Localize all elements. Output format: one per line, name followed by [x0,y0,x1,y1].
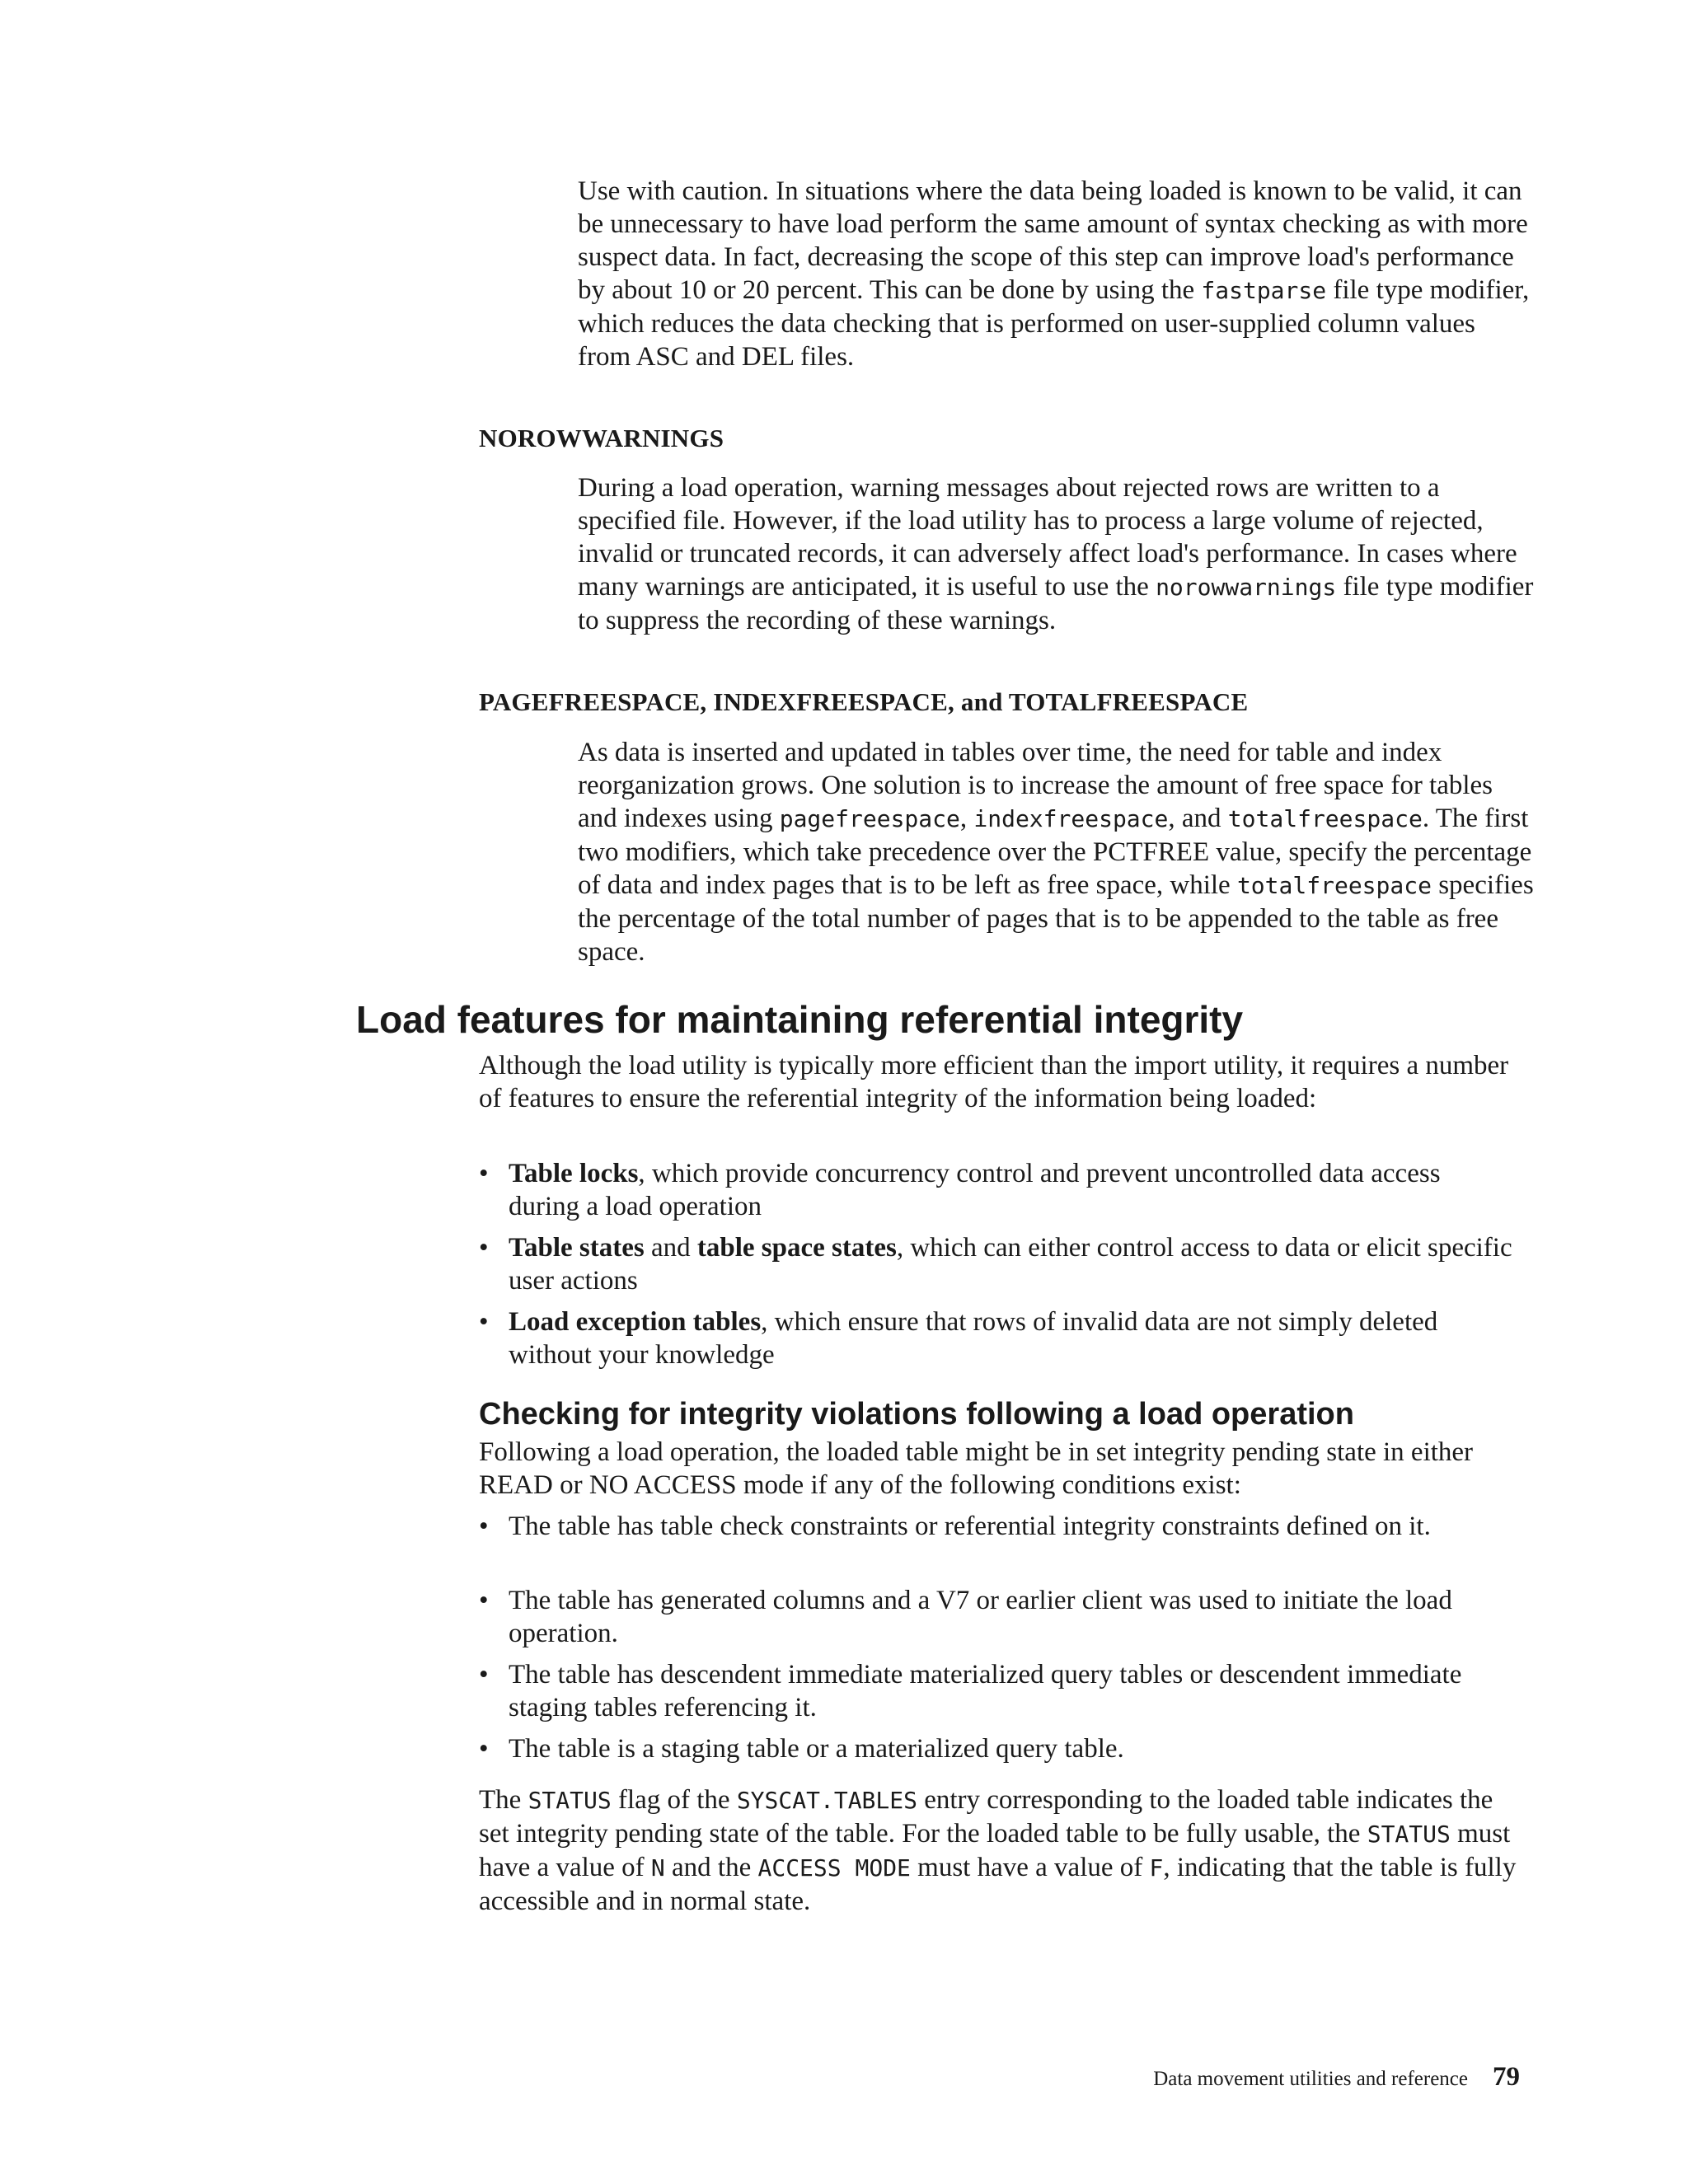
norowwarnings-paragraph: During a load operation, warning messages about rejected rows are written to a specified file. However, if the load utility has to process a large volume of rejected, invalid or truncated records, it can adversely affect load's performance. In cases where many warnings are anticipated, it is useful to use the norowwarnings file type modifier to suppress the recording of these warnings. [578,473,1534,635]
code-access-mode: ACCESS MODE [757,1854,911,1882]
bullet-icon: • [479,1307,489,1337]
term-freespace: PAGEFREESPACE, INDEXFREESPACE, and TOTALFREESPACE [479,687,1249,716]
page-number: 79 [1493,2062,1520,2092]
list-item: • Table locks, which provide concurrency control and prevent uncontrolled data access during a load operation [479,1159,1441,1221]
code-totalfreespace: totalfreespace [1227,805,1423,832]
section-heading-referential-integrity: Load features for maintaining referential integrity [356,998,1244,1041]
bullet-icon: • [479,1511,489,1541]
list-item: • The table is a staging table or a materialized query table. [479,1734,1124,1764]
code-n: N [650,1854,665,1882]
status-paragraph: The STATUS flag of the SYSCAT.TABLES entry corresponding to the loaded table indicates the set integrity pending state of the table. For the loaded table to be fully usable, the STATUS must have a value of N and the ACCESS MODE must have a value of F, indicating that the table is fully accessible and in normal state. [479,1785,1517,1916]
code-status: STATUS [528,1787,612,1814]
term-norowwarnings: NOROWWARNINGS [479,424,724,452]
list-item: • The table has table check constraints or referential integrity constraints defined on it. [479,1511,1431,1541]
code-indexfreespace: indexfreespace [973,805,1169,832]
footer-title: Data movement utilities and reference [1153,2068,1468,2090]
code-f: F [1149,1854,1164,1882]
bullet-icon: • [479,1734,489,1764]
code-totalfreespace-2: totalfreespace [1236,872,1432,899]
checking-intro: Following a load operation, the loaded table might be in set integrity pending state in either READ or NO ACCESS mode if any of the following conditions exist: [479,1437,1474,1500]
bullet-icon: • [479,1159,489,1188]
code-norowwarnings: norowwarnings [1156,574,1337,601]
caution-paragraph: Use with caution. In situations where the data being loaded is known to be valid, it can be unnecessary to have load perform the same amount of syntax checking as with more suspect data. In fact, decreasing the scope of this step can improve load's performance by about 10 or 20 percent. This can be done by using the fastparse file type modifier, which reduces the data checking that is performed on user-supplied column values from ASC and DEL files. [578,176,1530,372]
freespace-paragraph: As data is inserted and updated in tables over time, the need for table and index reorganization grows. One solution is to increase the amount of free space for tables and indexes using pagefreespace, indexfreespace, and totalfreespace. The first two modifiers, which take precedence over the PCTFREE value, specify the percentage of data and index pages that is to be left as free space, while totalfreespace specifies the percentage of the total number of pages that is to be appended to the table as free space. [578,738,1534,967]
page-footer [1153,2060,1520,2096]
list-item: • The table has descendent immediate materialized query tables or descendent immediate staging tables referencing it. [479,1660,1462,1722]
bullet-icon: • [479,1660,489,1690]
subsection-heading-checking: Checking for integrity violations following a load operation [479,1397,1354,1432]
code-pagefreespace: pagefreespace [779,805,960,832]
list-item: • Load exception tables, which ensure that rows of invalid data are not simply deleted without your knowledge [479,1307,1438,1370]
code-status-2: STATUS [1367,1821,1451,1848]
bullet-icon: • [479,1233,489,1263]
list-item: • Table states and table space states, which can either control access to data or elicit specific user actions [479,1233,1512,1296]
bullet-icon: • [479,1586,489,1615]
ref-integrity-intro: Although the load utility is typically more efficient than the import utility, it requires a number of features to ensure the referential integrity of the information being loaded: [479,1051,1509,1113]
code-fastparse: fastparse [1201,277,1327,304]
list-item: • The table has generated columns and a V7 or earlier client was used to initiate the load operation. [479,1586,1452,1648]
code-syscat-tables: SYSCAT.TABLES [736,1787,917,1814]
